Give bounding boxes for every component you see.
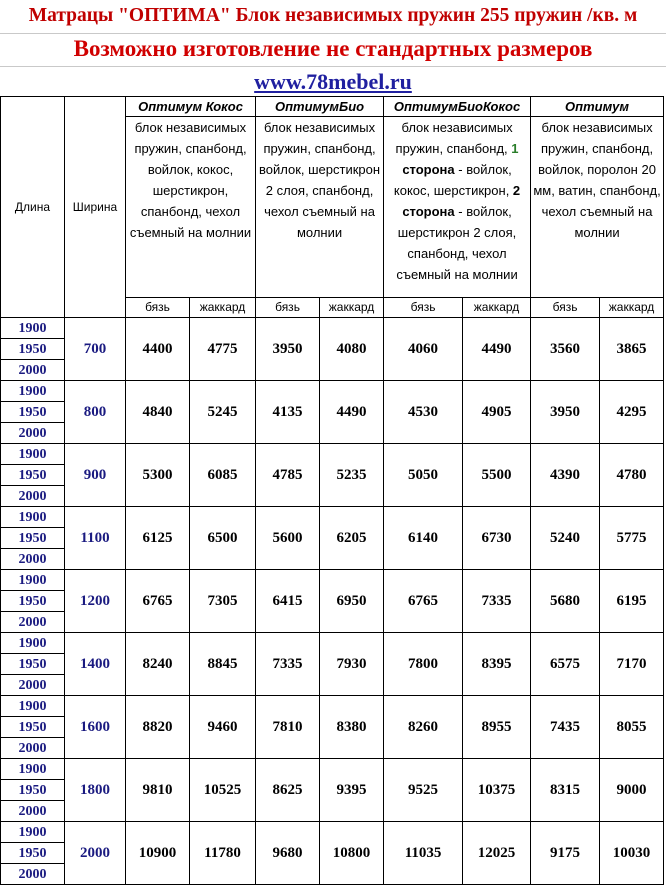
length-cell: 1900 — [1, 570, 65, 591]
table-row — [1, 696, 664, 717]
price-cell: 6765 — [384, 570, 463, 633]
width-cell: 2000 — [65, 822, 126, 885]
price-cell: 9000 — [600, 759, 664, 822]
price-table — [0, 96, 664, 885]
length-cell: 1900 — [1, 444, 65, 465]
price-cell: 5680 — [531, 570, 600, 633]
price-cell: 7930 — [320, 633, 384, 696]
side-number-marker: 1 — [511, 141, 519, 156]
price-cell: 6195 — [600, 570, 664, 633]
price-cell: 12025 — [463, 822, 531, 885]
price-cell: 6765 — [126, 570, 190, 633]
price-cell: 6500 — [190, 507, 256, 570]
price-cell: 5240 — [531, 507, 600, 570]
length-cell: 1950 — [1, 591, 65, 612]
model-header: Оптимум — [531, 97, 664, 117]
price-cell: 4060 — [384, 318, 463, 381]
table-row — [1, 570, 664, 591]
price-cell: 5600 — [256, 507, 320, 570]
length-cell: 1900 — [1, 759, 65, 780]
length-cell: 2000 — [1, 738, 65, 759]
price-cell: 4905 — [463, 381, 531, 444]
price-cell: 5050 — [384, 444, 463, 507]
price-cell: 7305 — [190, 570, 256, 633]
length-cell: 1950 — [1, 654, 65, 675]
price-cell: 4080 — [320, 318, 384, 381]
fabric-label: бязь — [384, 298, 463, 318]
price-cell: 8260 — [384, 696, 463, 759]
price-cell: 4390 — [531, 444, 600, 507]
price-cell: 9810 — [126, 759, 190, 822]
price-cell: 8955 — [463, 696, 531, 759]
price-cell: 9460 — [190, 696, 256, 759]
price-cell: 8315 — [531, 759, 600, 822]
page-subtitle: Возможно изготовление не стандартных размеров — [73, 36, 593, 61]
price-cell: 8055 — [600, 696, 664, 759]
model-header: ОптимумБио — [256, 97, 384, 117]
length-cell: 1950 — [1, 717, 65, 738]
table-row — [1, 381, 664, 402]
price-cell: 7170 — [600, 633, 664, 696]
price-cell: 4840 — [126, 381, 190, 444]
price-cell: 8820 — [126, 696, 190, 759]
length-cell: 2000 — [1, 360, 65, 381]
price-cell: 9175 — [531, 822, 600, 885]
length-cell: 1900 — [1, 822, 65, 843]
price-cell: 4135 — [256, 381, 320, 444]
width-cell: 800 — [65, 381, 126, 444]
price-cell: 3865 — [600, 318, 664, 381]
price-cell: 6140 — [384, 507, 463, 570]
price-cell: 11780 — [190, 822, 256, 885]
fabric-label: бязь — [531, 298, 600, 318]
price-cell: 10525 — [190, 759, 256, 822]
model-description: блок независимых пружин, спанбонд, 1 сторона - войлок, кокос, шерстикрон, 2 сторона - войлок, шерстикрон 2 слоя, спанбонд, чехол съемный на молнии — [384, 117, 531, 298]
model-description: блок независимых пружин, спанбонд, войлок, шерстикрон 2 слоя, спанбонд, чехол съемный на молнии — [256, 117, 384, 298]
length-cell: 2000 — [1, 612, 65, 633]
length-cell: 1950 — [1, 780, 65, 801]
price-cell: 6085 — [190, 444, 256, 507]
price-cell: 7810 — [256, 696, 320, 759]
price-cell: 5245 — [190, 381, 256, 444]
price-cell: 8845 — [190, 633, 256, 696]
price-cell: 6205 — [320, 507, 384, 570]
price-cell: 4295 — [600, 381, 664, 444]
price-cell: 7335 — [463, 570, 531, 633]
price-cell: 6575 — [531, 633, 600, 696]
price-cell: 10800 — [320, 822, 384, 885]
table-row — [1, 318, 664, 339]
price-cell: 6125 — [126, 507, 190, 570]
page-title: Матрацы "ОПТИМА" Блок независимых пружин 255 пружин /кв. м — [28, 5, 638, 26]
price-cell: 5775 — [600, 507, 664, 570]
length-cell: 2000 — [1, 423, 65, 444]
length-cell: 2000 — [1, 549, 65, 570]
price-cell: 4490 — [463, 318, 531, 381]
length-cell: 1950 — [1, 402, 65, 423]
price-cell: 4530 — [384, 381, 463, 444]
price-cell: 7435 — [531, 696, 600, 759]
length-cell: 1950 — [1, 843, 65, 864]
price-cell: 8380 — [320, 696, 384, 759]
table-row — [1, 444, 664, 465]
price-cell: 3950 — [531, 381, 600, 444]
price-cell: 5300 — [126, 444, 190, 507]
column-header-length: Длина — [1, 97, 65, 318]
model-description: блок независимых пружин, спанбонд, войлок, поролон 20 мм, ватин, спанбонд, чехол съемный на молнии — [531, 117, 664, 298]
fabric-label: бязь — [256, 298, 320, 318]
price-cell: 3560 — [531, 318, 600, 381]
length-cell: 2000 — [1, 864, 65, 885]
length-cell: 2000 — [1, 675, 65, 696]
price-cell: 4785 — [256, 444, 320, 507]
price-cell: 11035 — [384, 822, 463, 885]
price-cell: 6950 — [320, 570, 384, 633]
price-cell: 6730 — [463, 507, 531, 570]
price-cell: 4780 — [600, 444, 664, 507]
table-row — [1, 822, 664, 843]
price-cell: 6415 — [256, 570, 320, 633]
price-cell: 10030 — [600, 822, 664, 885]
length-cell: 1900 — [1, 507, 65, 528]
length-cell: 1900 — [1, 318, 65, 339]
length-cell: 1900 — [1, 633, 65, 654]
width-cell: 1400 — [65, 633, 126, 696]
length-cell: 2000 — [1, 801, 65, 822]
table-row — [1, 759, 664, 780]
width-cell: 1600 — [65, 696, 126, 759]
website-link[interactable]: www.78mebel.ru — [254, 69, 412, 94]
table-row — [1, 633, 664, 654]
width-cell: 1800 — [65, 759, 126, 822]
fabric-label: жаккард — [190, 298, 256, 318]
width-cell: 1100 — [65, 507, 126, 570]
fabric-label: жаккард — [463, 298, 531, 318]
model-header: Оптимум Кокос — [126, 97, 256, 117]
price-cell: 8240 — [126, 633, 190, 696]
price-cell: 9525 — [384, 759, 463, 822]
price-cell: 8395 — [463, 633, 531, 696]
price-cell: 9395 — [320, 759, 384, 822]
width-cell: 1200 — [65, 570, 126, 633]
length-cell: 1950 — [1, 339, 65, 360]
width-cell: 900 — [65, 444, 126, 507]
width-cell: 700 — [65, 318, 126, 381]
price-cell: 10900 — [126, 822, 190, 885]
model-header: ОптимумБиоКокос — [384, 97, 531, 117]
fabric-label: жаккард — [600, 298, 664, 318]
length-cell: 1950 — [1, 528, 65, 549]
table-row — [1, 507, 664, 528]
length-cell: 2000 — [1, 486, 65, 507]
price-cell: 4400 — [126, 318, 190, 381]
price-cell: 3950 — [256, 318, 320, 381]
model-description: блок независимых пружин, спанбонд, войлок, кокос, шерстикрон, спанбонд, чехол съемный на молнии — [126, 117, 256, 298]
price-cell: 5235 — [320, 444, 384, 507]
price-cell: 4490 — [320, 381, 384, 444]
price-cell: 4775 — [190, 318, 256, 381]
length-cell: 1900 — [1, 696, 65, 717]
fabric-label: бязь — [126, 298, 190, 318]
price-cell: 7800 — [384, 633, 463, 696]
length-cell: 1950 — [1, 465, 65, 486]
price-cell: 10375 — [463, 759, 531, 822]
column-header-width: Ширина — [65, 97, 126, 318]
price-cell: 5500 — [463, 444, 531, 507]
price-cell: 8625 — [256, 759, 320, 822]
length-cell: 1900 — [1, 381, 65, 402]
fabric-label: жаккард — [320, 298, 384, 318]
price-cell: 9680 — [256, 822, 320, 885]
price-cell: 7335 — [256, 633, 320, 696]
